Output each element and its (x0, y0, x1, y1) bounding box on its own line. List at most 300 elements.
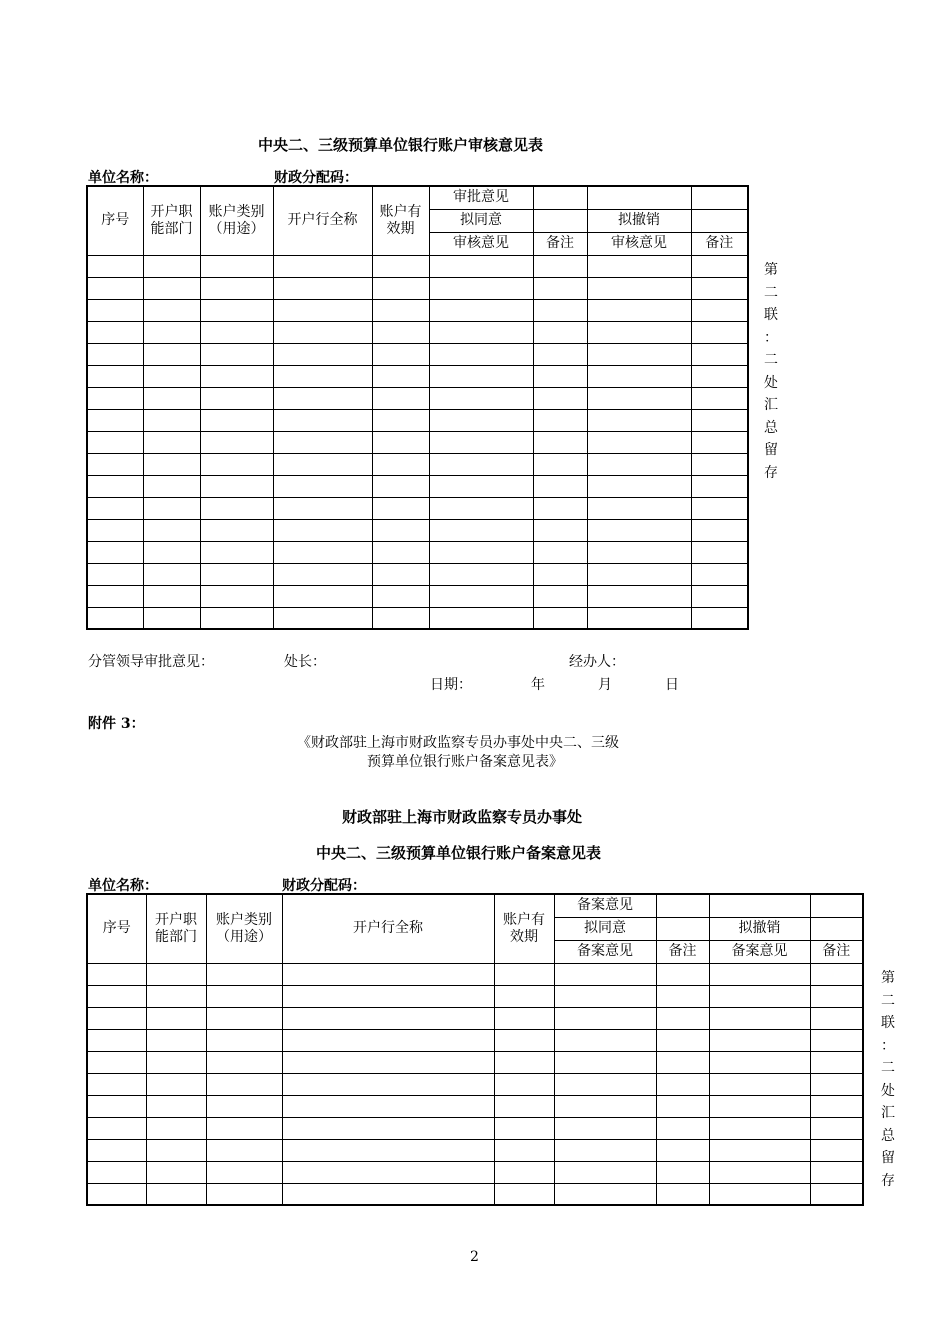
table-cell[interactable] (143, 321, 200, 343)
table-cell[interactable] (656, 1161, 709, 1183)
table-cell[interactable] (143, 387, 200, 409)
table-cell[interactable] (282, 985, 494, 1007)
table-cell[interactable] (429, 431, 533, 453)
table-cell[interactable] (87, 963, 146, 985)
table-cell[interactable] (372, 497, 429, 519)
table-cell[interactable] (206, 1095, 282, 1117)
table-cell[interactable] (810, 1139, 863, 1161)
table-cell[interactable] (494, 1007, 554, 1029)
table-cell[interactable] (709, 1161, 810, 1183)
table-cell[interactable] (656, 1183, 709, 1205)
table-cell[interactable] (656, 1007, 709, 1029)
table-cell[interactable] (87, 1139, 146, 1161)
table-cell[interactable] (87, 1073, 146, 1095)
table-cell[interactable] (143, 277, 200, 299)
side-note-char: 联 (881, 1015, 895, 1031)
table-cell[interactable] (533, 387, 587, 409)
table-cell[interactable] (146, 1183, 206, 1205)
table-cell[interactable] (273, 321, 372, 343)
table-cell[interactable] (691, 431, 748, 453)
table-cell[interactable] (87, 365, 143, 387)
table-cell[interactable] (429, 299, 533, 321)
table-cell[interactable] (200, 431, 273, 453)
table-cell[interactable] (494, 985, 554, 1007)
table-cell[interactable] (494, 1029, 554, 1051)
table-cell[interactable] (200, 277, 273, 299)
table-cell[interactable] (372, 321, 429, 343)
table-cell[interactable] (533, 563, 587, 585)
table-cell[interactable] (273, 387, 372, 409)
table-cell[interactable] (282, 1139, 494, 1161)
header-agree: 拟同意 (554, 917, 656, 940)
table-cell[interactable] (206, 1117, 282, 1139)
table-cell[interactable] (587, 255, 691, 277)
table-cell[interactable] (372, 519, 429, 541)
table-cell[interactable] (206, 1029, 282, 1051)
table-cell[interactable] (282, 1183, 494, 1205)
table-cell[interactable] (429, 387, 533, 409)
side-note-char: 处 (764, 374, 778, 391)
table-cell[interactable] (533, 255, 587, 277)
header-review2: 审核意见 (587, 232, 691, 255)
table-cell[interactable] (533, 409, 587, 431)
table-cell[interactable] (143, 519, 200, 541)
table-cell[interactable] (429, 475, 533, 497)
table-cell[interactable] (709, 1073, 810, 1095)
side-note-char: 二 (881, 1060, 895, 1076)
table-cell[interactable] (429, 563, 533, 585)
table-cell[interactable] (587, 343, 691, 365)
table-cell[interactable] (554, 985, 656, 1007)
table-cell[interactable] (87, 585, 143, 607)
table-cell[interactable] (494, 963, 554, 985)
table-cell[interactable] (691, 475, 748, 497)
table-cell[interactable] (143, 607, 200, 629)
table-cell[interactable] (200, 585, 273, 607)
table-cell[interactable] (372, 299, 429, 321)
table-cell[interactable] (87, 1095, 146, 1117)
table-cell[interactable] (87, 497, 143, 519)
table-cell[interactable] (494, 1161, 554, 1183)
table-cell[interactable] (282, 1029, 494, 1051)
table-cell[interactable] (206, 1073, 282, 1095)
table-cell[interactable] (273, 277, 372, 299)
table-cell[interactable] (372, 585, 429, 607)
table-cell[interactable] (273, 607, 372, 629)
table-cell[interactable] (429, 585, 533, 607)
table-row (87, 985, 863, 1007)
table-cell[interactable] (282, 1051, 494, 1073)
table-cell[interactable] (143, 497, 200, 519)
table-cell[interactable] (273, 431, 372, 453)
table-cell[interactable] (587, 387, 691, 409)
table-cell[interactable] (587, 475, 691, 497)
table-cell[interactable] (200, 475, 273, 497)
table-cell[interactable] (691, 607, 748, 629)
table-cell[interactable] (810, 1117, 863, 1139)
table-cell[interactable] (146, 985, 206, 1007)
table-cell[interactable] (372, 255, 429, 277)
table-cell[interactable] (691, 387, 748, 409)
table-cell[interactable] (200, 343, 273, 365)
table-cell[interactable] (372, 431, 429, 453)
table-cell[interactable] (810, 963, 863, 985)
table-cell[interactable] (200, 563, 273, 585)
form2-table (86, 893, 864, 1206)
table-cell[interactable] (494, 1183, 554, 1205)
table-cell[interactable] (494, 1139, 554, 1161)
table-cell[interactable] (656, 963, 709, 985)
table-cell[interactable] (143, 475, 200, 497)
table-cell[interactable] (587, 541, 691, 563)
table-cell[interactable] (282, 1007, 494, 1029)
table-cell[interactable] (656, 1029, 709, 1051)
table-row (87, 1161, 863, 1183)
table-cell[interactable] (691, 321, 748, 343)
table-cell[interactable] (273, 475, 372, 497)
table-cell[interactable] (709, 1139, 810, 1161)
side-note-char: 联 (764, 307, 778, 323)
table-cell[interactable] (429, 541, 533, 563)
table-cell[interactable] (533, 519, 587, 541)
table-cell[interactable] (533, 453, 587, 475)
header-blank (691, 209, 748, 232)
table-cell[interactable] (143, 255, 200, 277)
table-cell[interactable] (87, 299, 143, 321)
form1-month-label: 月 (598, 677, 612, 693)
table-cell[interactable] (372, 541, 429, 563)
table-cell[interactable] (554, 1117, 656, 1139)
table-cell[interactable] (200, 255, 273, 277)
table-cell[interactable] (810, 1029, 863, 1051)
table-cell[interactable] (587, 409, 691, 431)
table-cell[interactable] (429, 365, 533, 387)
table-cell[interactable] (429, 497, 533, 519)
table-cell[interactable] (273, 453, 372, 475)
table-cell[interactable] (87, 453, 143, 475)
header-bank: 开户行全称 (273, 186, 372, 255)
header-blank (691, 186, 748, 209)
table-cell[interactable] (554, 1161, 656, 1183)
table-cell[interactable] (429, 519, 533, 541)
table-cell[interactable] (273, 299, 372, 321)
table-cell[interactable] (273, 365, 372, 387)
table-cell[interactable] (282, 963, 494, 985)
table-cell[interactable] (587, 321, 691, 343)
table-cell[interactable] (146, 1007, 206, 1029)
table-cell[interactable] (533, 321, 587, 343)
table-row (87, 1117, 863, 1139)
form1-date-label: 日期： (430, 677, 472, 693)
table-cell[interactable] (87, 431, 143, 453)
table-cell[interactable] (372, 607, 429, 629)
table-cell[interactable] (709, 1095, 810, 1117)
table-cell[interactable] (206, 1161, 282, 1183)
table-row (87, 1073, 863, 1095)
table-cell[interactable] (709, 1117, 810, 1139)
header-blank (810, 917, 863, 940)
table-cell[interactable] (143, 541, 200, 563)
table-cell[interactable] (810, 1183, 863, 1205)
table-cell[interactable] (372, 343, 429, 365)
table-cell[interactable] (554, 1139, 656, 1161)
table-cell[interactable] (709, 963, 810, 985)
header-remark1: 备注 (656, 940, 709, 963)
table-cell[interactable] (146, 1095, 206, 1117)
table-cell[interactable] (554, 1051, 656, 1073)
table-cell[interactable] (533, 299, 587, 321)
table-cell[interactable] (656, 1139, 709, 1161)
table-cell[interactable] (372, 277, 429, 299)
table-cell[interactable] (656, 1095, 709, 1117)
table-cell[interactable] (533, 497, 587, 519)
table-cell[interactable] (87, 607, 143, 629)
table-cell[interactable] (533, 343, 587, 365)
table-cell[interactable] (691, 299, 748, 321)
side-note-char: 第 (764, 262, 778, 278)
table-cell[interactable] (87, 321, 143, 343)
table-cell[interactable] (282, 1117, 494, 1139)
table-cell[interactable] (494, 1117, 554, 1139)
table-cell[interactable] (554, 1029, 656, 1051)
table-cell[interactable] (273, 541, 372, 563)
table-cell[interactable] (587, 607, 691, 629)
table-cell[interactable] (656, 1117, 709, 1139)
header-seq: 序号 (87, 894, 146, 963)
table-cell[interactable] (810, 1161, 863, 1183)
table-cell[interactable] (87, 519, 143, 541)
table-cell[interactable] (146, 1161, 206, 1183)
table-cell[interactable] (691, 409, 748, 431)
table-cell[interactable] (143, 431, 200, 453)
table-cell[interactable] (143, 343, 200, 365)
table-cell[interactable] (143, 299, 200, 321)
table-cell[interactable] (200, 299, 273, 321)
header-blank (810, 894, 863, 917)
table-cell[interactable] (691, 541, 748, 563)
table-cell[interactable] (587, 365, 691, 387)
table-cell[interactable] (87, 1161, 146, 1183)
table-cell[interactable] (494, 1051, 554, 1073)
table-cell[interactable] (206, 1139, 282, 1161)
table-cell[interactable] (691, 497, 748, 519)
table-cell[interactable] (146, 1073, 206, 1095)
table-cell[interactable] (656, 1051, 709, 1073)
table-cell[interactable] (87, 475, 143, 497)
table-cell[interactable] (494, 1073, 554, 1095)
table-cell[interactable] (372, 365, 429, 387)
header-review1: 备案意见 (554, 940, 656, 963)
table-cell[interactable] (206, 1007, 282, 1029)
table-row (87, 1095, 863, 1117)
table-row (87, 519, 748, 541)
table-cell[interactable] (533, 607, 587, 629)
table-cell[interactable] (87, 1183, 146, 1205)
table-cell[interactable] (810, 1095, 863, 1117)
table-row (87, 963, 863, 985)
table-cell[interactable] (533, 541, 587, 563)
form1-handler-label: 经办人： (569, 654, 625, 670)
table-cell[interactable] (691, 255, 748, 277)
table-cell[interactable] (709, 1183, 810, 1205)
table-cell[interactable] (429, 255, 533, 277)
table-cell[interactable] (656, 985, 709, 1007)
table-cell[interactable] (429, 321, 533, 343)
table-cell[interactable] (691, 343, 748, 365)
side-note-char: 留 (881, 1150, 895, 1166)
table-cell[interactable] (656, 1073, 709, 1095)
table-cell[interactable] (587, 585, 691, 607)
table-row (87, 1051, 863, 1073)
table-cell[interactable] (554, 963, 656, 985)
table-cell[interactable] (554, 1073, 656, 1095)
table-cell[interactable] (691, 277, 748, 299)
table-cell[interactable] (273, 343, 372, 365)
form1-director-label: 处长： (284, 654, 326, 670)
table-cell[interactable] (429, 277, 533, 299)
side-note-char: 汇 (881, 1105, 895, 1121)
table-row (87, 321, 748, 343)
table-cell[interactable] (273, 519, 372, 541)
table-cell[interactable] (429, 607, 533, 629)
table-cell[interactable] (200, 519, 273, 541)
table-cell[interactable] (810, 1073, 863, 1095)
header-review1: 审核意见 (429, 232, 533, 255)
table-cell[interactable] (429, 453, 533, 475)
table-row (87, 541, 748, 563)
table-cell[interactable] (709, 1007, 810, 1029)
table-cell[interactable] (533, 475, 587, 497)
table-cell[interactable] (282, 1073, 494, 1095)
table-cell[interactable] (146, 1029, 206, 1051)
table-cell[interactable] (533, 277, 587, 299)
table-cell[interactable] (587, 497, 691, 519)
table-cell[interactable] (206, 1183, 282, 1205)
table-cell[interactable] (273, 255, 372, 277)
table-cell[interactable] (282, 1161, 494, 1183)
table-cell[interactable] (587, 431, 691, 453)
table-cell[interactable] (429, 343, 533, 365)
table-cell[interactable] (87, 563, 143, 585)
table-cell[interactable] (206, 1051, 282, 1073)
table-cell[interactable] (146, 1051, 206, 1073)
table-cell[interactable] (143, 585, 200, 607)
table-cell[interactable] (587, 519, 691, 541)
form2-org: 财政部驻上海市财政监察专员办事处 (342, 808, 583, 826)
table-cell[interactable] (143, 453, 200, 475)
table-row (87, 475, 748, 497)
table-row (87, 1007, 863, 1029)
table-row (87, 1029, 863, 1051)
table-cell[interactable] (87, 343, 143, 365)
table-cell[interactable] (587, 453, 691, 475)
table-cell[interactable] (533, 365, 587, 387)
header-remark2: 备注 (691, 232, 748, 255)
table-cell[interactable] (146, 963, 206, 985)
page-number: 2 (470, 1249, 479, 1265)
side-note-char: 第 (881, 970, 895, 986)
table-cell[interactable] (587, 563, 691, 585)
header-type: 账户类别 （用途） (206, 894, 282, 963)
table-cell[interactable] (587, 277, 691, 299)
table-cell[interactable] (691, 453, 748, 475)
table-cell[interactable] (273, 585, 372, 607)
table-cell[interactable] (87, 1007, 146, 1029)
table-cell[interactable] (554, 1007, 656, 1029)
table-cell[interactable] (206, 985, 282, 1007)
table-cell[interactable] (709, 1029, 810, 1051)
table-cell[interactable] (282, 1095, 494, 1117)
table-cell[interactable] (554, 1183, 656, 1205)
table-cell[interactable] (429, 409, 533, 431)
table-cell[interactable] (87, 541, 143, 563)
table-cell[interactable] (372, 387, 429, 409)
table-cell[interactable] (554, 1095, 656, 1117)
table-cell[interactable] (587, 299, 691, 321)
table-cell[interactable] (691, 519, 748, 541)
side-note-char: ： (764, 329, 778, 346)
table-cell[interactable] (200, 541, 273, 563)
table-cell[interactable] (87, 1029, 146, 1051)
table-cell[interactable] (87, 255, 143, 277)
table-cell[interactable] (533, 431, 587, 453)
table-cell[interactable] (372, 475, 429, 497)
table-cell[interactable] (709, 985, 810, 1007)
table-cell[interactable] (87, 1117, 146, 1139)
table-cell[interactable] (200, 453, 273, 475)
table-cell[interactable] (533, 585, 587, 607)
table-cell[interactable] (200, 409, 273, 431)
table-cell[interactable] (87, 985, 146, 1007)
table-cell[interactable] (87, 277, 143, 299)
table-cell[interactable] (273, 409, 372, 431)
form2-side-note (878, 967, 898, 1192)
table-cell[interactable] (691, 563, 748, 585)
table-cell[interactable] (146, 1139, 206, 1161)
side-note-char: 二 (764, 284, 778, 301)
table-cell[interactable] (143, 365, 200, 387)
table-cell[interactable] (87, 387, 143, 409)
table-cell[interactable] (200, 607, 273, 629)
table-cell[interactable] (372, 409, 429, 431)
table-cell[interactable] (810, 985, 863, 1007)
table-cell[interactable] (691, 585, 748, 607)
table-cell[interactable] (200, 365, 273, 387)
table-cell[interactable] (87, 409, 143, 431)
table-cell[interactable] (372, 563, 429, 585)
table-cell[interactable] (810, 1007, 863, 1029)
table-cell[interactable] (87, 1051, 146, 1073)
header-dept: 开户职 能部门 (146, 894, 206, 963)
table-cell[interactable] (143, 409, 200, 431)
table-cell[interactable] (709, 1051, 810, 1073)
table-cell[interactable] (273, 563, 372, 585)
header-cancel: 拟撤销 (587, 209, 691, 232)
table-cell[interactable] (143, 563, 200, 585)
table-cell[interactable] (146, 1117, 206, 1139)
table-cell[interactable] (372, 453, 429, 475)
header-remark2: 备注 (810, 940, 863, 963)
table-cell[interactable] (810, 1051, 863, 1073)
table-cell[interactable] (200, 387, 273, 409)
table-cell[interactable] (273, 497, 372, 519)
table-cell[interactable] (494, 1095, 554, 1117)
table-row (87, 453, 748, 475)
table-cell[interactable] (691, 365, 748, 387)
table-cell[interactable] (200, 497, 273, 519)
table-cell[interactable] (200, 321, 273, 343)
table-cell[interactable] (206, 963, 282, 985)
